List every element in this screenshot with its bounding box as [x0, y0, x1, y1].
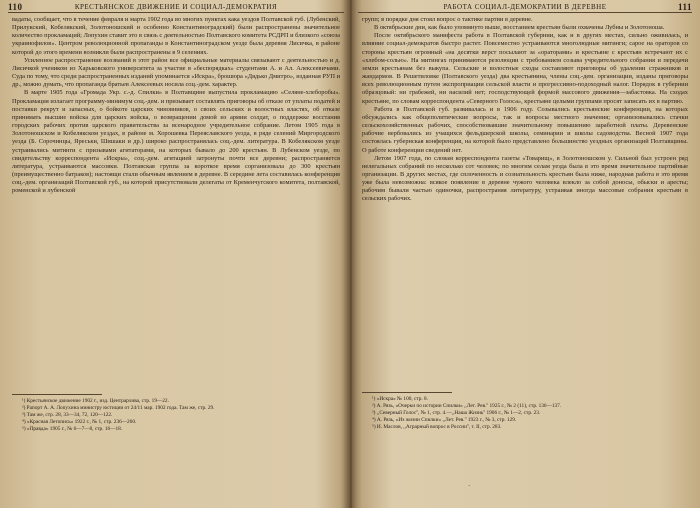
- left-body-text: [12, 16, 340, 195]
- footnote: ²) А. Рязь, «Очерки по истории Спилки» ,,Лет. Рев.'' 1925 г., № 2 (11), стр. 136—137.: [372, 402, 562, 409]
- left-page-number: 110: [8, 2, 23, 12]
- paragraph: В марте 1905 года «Громада Укр. с.-д. Спилки» в Полтавщине выпустила прокламацию «Селяне-хлеборобы». Прокламация излагает программу-минимум соц.-дем. и призывает составлять приговоры об отказе от уплаты податей и поставки рекрут и запасных, о бойкоте царских чиновников, о своих сельских и волостных властях, об отказе принимать высшие войска для царских войска, о возвращении домой из армии солдат, о поддержке восстания городских рабочих против царского правительства за всенародное учредительное собрание. Летом 1905 года в Золотоношском и Кобелякском уездах, в районе м. Хорошевка Переяславского уезда, в ряде селений Миргородского уезда (Б. Сорочинцы, Яреськи, Шишаки и др.) широко распространялась соц.-дем. литература. В Кобелякском уезде устраивались митинги с призывами агитаторами, на которых бывало до 200 крестьян. В Лубенском уезде, по свидетельству корреспондента «Искры», соц.-дем. агитацией затронуты почти все деревни; распространяется литература, устраиваются массовки. Полтавская группа за короткое время сорганизовала до 300 крестьян (преимущественно батраков); настоящи стали обычным явлением в деревне. В середине лета составилась конференция соц.-дем. организаций Полтавской губ., на которой присутствовали делегаты от Кременчугского комитета, полтавской, роменской и лубенской: [12, 89, 340, 195]
- right-body-text: [362, 16, 688, 204]
- right-running-title: РАБОТА СОЦИАЛ-ДЕМОКРАТИИ В ДЕРЕВНЕ: [443, 3, 607, 11]
- right-running-head: [358, 2, 692, 13]
- right-footnote-rule: [362, 392, 452, 393]
- footnote: ⁵) «Правда» 1905 г., № 6—7—8, стр. 16—18.: [22, 425, 123, 432]
- footnote: ⁴) А. Рязь, «Из жизни Спилки» ,,Лет. Рев.'' 1923 г., № 3, стр. 129.: [372, 416, 517, 423]
- left-running-head: [8, 2, 344, 13]
- right-page-number: 111: [677, 2, 692, 12]
- right-page: [358, 0, 692, 508]
- paragraph: Усиленное распространение воззваний в этот район все официальные материалы связывают с деятельностью и д. Лисичкой учеником из Харьковского университета за участие в «беспорядках» студентами А. и Ал. Алексеевичами. Суда по тому, что среди распространенных изданий упоминается «Искра», брошюра «Дядько Дмитро», изданная РУП и др., можно думать, что пропаганда братьев Алексеевых носила соц.-дем. характер.: [12, 56, 340, 89]
- right-footnotes: [362, 396, 688, 431]
- paragraph: После октябрьского манифеста работа в Полтавской губернии, как и в других местах, сильно оживилась, и влияние социал-демократов быстро растет. Повсеместно устраиваются многолюдные митинги; сарое на ораторов со стороны крестьян огромный «на десятки верст посылают за «ораторами» и крестьяне с крестьян встречают их с «хлебом-солью». На митингах принимаются резолюции с требованием созыва учредительного собрания и передачи земли крестьянам без выкупа. Сельские и волостные сходы составляют приговоры об удалении стражников и жандармов. В Решетиловке (Полтавского уезда) два крестьянина, члены соц.-дем. организации, изданы приговоры всех революционным путем экспроприации сельской власти и прогрессивно-подоходный налог. Порядок в губернии образцовый: ни грабежей, ни насилий нет; господствующей формой массового движения—забастовка. На сходах крестьяне, по словам корреспондента «Северного Голоса», крестьяне целыми группами просят записать их в партию.: [362, 32, 688, 105]
- page-mark-dot: ·: [468, 482, 471, 490]
- left-running-title: КРЕСТЬЯНСКОЕ ДВИЖЕНИЕ И СОЦИАЛ-ДЕМОКРАТИЯ: [74, 3, 278, 11]
- left-footnote-rule: [12, 394, 102, 395]
- left-footnotes: [12, 398, 340, 433]
- footnote: ³) Там же, стр. 28, 33—34, 72, 120—122.: [22, 411, 113, 418]
- paragraph: групп; в порядке дня стоял вопрос о тактике партии в деревне.: [362, 16, 533, 23]
- footnote: ¹) «Искра» № 100, стр. 8.: [372, 396, 429, 402]
- footnote: ⁵) И. Маслов, ,,Аграрный вопрос в России'', т. II, стр. 283.: [372, 423, 502, 430]
- paragraph: Летом 1907 года, по словам корреспондента газеты «Товарищ», в Золотоношском у. Сильной был устроен ряд нелегальных собраний по несколько сот человек; по многим селам уезда была в это время значительное партийные организации. В других местах, где сплоченность и сознательность крестьян была ниже, народная работа в это время уже была невозможна: всякое появление в деревне чужого человека влекло за собой доносы, обыски и аресты; рабочим бывали частью одиночки, распространяя литературу, устраивая иногда массовые собрания крестьян в сельских рабочих.: [362, 154, 688, 203]
- paragraph: вадаты, сообщает, что в течение февраля и марта 1902 года во многих пунктах кака уездов Полтавской губ. (Лубенский, Прилукский, Кобелякский, Золотоношский и особенно Константиноградский) были распространены значительное количество прокламаций; Лопухин ставит это в связь с деятельностью Полтавского комитета РСДРП и близкого «союза украинофилов». Центром революционной пропаганды в Константиноградском уезде была деревня Лисичка, в районе которой до этого времени возникли были распространены в 9 селениях.: [12, 16, 340, 56]
- paragraph: В октябрьские дни, как было упомянуто выше, восстанием крестьян были охвачены Лубны и Золотоноша.: [374, 24, 665, 32]
- footnote: ¹) Крестьянское движение 1902 г., изд. Центрархива, стр. 19—22.: [22, 398, 169, 404]
- footnote: ²) Рапорт А. А. Лопухина министру юстиции от 24/11 мар. 1902 года. Там же, стр. 29.: [22, 404, 215, 411]
- footnote: ³) ,,Северный Голос'', № 1, стр. 4.—,,Наша Жизнь'' 1906 г., № 1—2, стр. 23.: [372, 409, 541, 416]
- left-page: [8, 0, 344, 508]
- footnote: ⁴) «Красная Летопись» 1922 г., № 1, стр. 236—260.: [22, 418, 137, 425]
- paragraph: Работа в Полтавской губ. развивалась и в 1906 году. Созывались крестьянские конференции, на которых обсуждались как общеполитические вопросы, так и вопросы местного значения; организовывались стачки сельскохозяйственных рабочих, способствовавшие значительному повышению заработной платы. Деревенские рабочие вербовались из учащихся фельдшерской школы, семинарии и школы садоводства. Весной 1907 года состоялась губернская конференция, на которой было представлено большинство уездных организаций Полтавщины. О работе конференции сведений нет.: [362, 105, 688, 154]
